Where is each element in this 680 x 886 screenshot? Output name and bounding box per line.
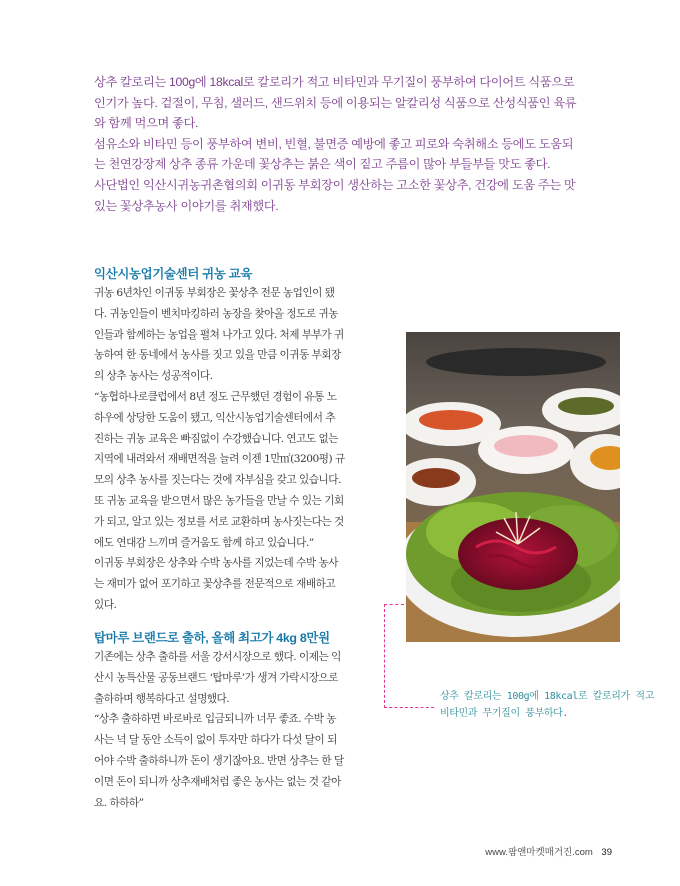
intro-line: 사단법인 익산시귀농귀촌협의회 이귀동 부회장이 생산하는 고소한 꽃상추, 건강에 도움 주는 맛 — [94, 177, 576, 192]
body-line: 있다. — [94, 598, 117, 611]
page-footer — [485, 844, 612, 858]
footer-site: www.팜앤마켓매거진.com — [485, 847, 593, 858]
body-line: 이귀동 부회장은 상추와 수박 농사를 지었는데 수박 농사 — [94, 557, 338, 570]
body-line: 의 상추 농사는 성공적이다. — [94, 370, 213, 383]
body-line: 또 귀농 교육을 받으면서 많은 농가들을 만날 수 있는 기회 — [94, 494, 344, 507]
page-number: 39 — [601, 847, 612, 858]
body-line: “상추 출하하면 바로바로 입금되니까 너무 좋죠. 수박 농 — [94, 713, 336, 726]
body-line: 기존에는 상추 출하를 서울 강서시장으로 했다. 이제는 익 — [94, 651, 341, 663]
intro-line: 섬유소와 비타민 등이 풍부하여 변비, 빈혈, 불면증 예방에 좋고 피로와 숙취해소 등에도 도움되 — [94, 136, 574, 151]
body-line: 모의 상추 농사를 짓는다는 것에 자부심을 갖고 있습니다. — [94, 474, 341, 487]
intro-paragraph — [94, 72, 594, 216]
section-body-education — [94, 283, 376, 616]
photo-illustration — [406, 332, 620, 642]
intro-line: 는 천연강장제 상추 종류 가운데 꽃상추는 붉은 색이 짙고 주름이 많아 부들부들 맛도 좋다. — [94, 157, 551, 172]
lettuce-beef-photo — [406, 332, 620, 642]
intro-line: 상추 칼로리는 100g에 18kcal로 칼로리가 적고 비타민과 무기질이 풍부하여 다이어트 식품으로 — [94, 75, 575, 89]
body-line: 사는 넉 달 동안 소득이 없이 투자만 하다가 다섯 달이 되 — [94, 734, 337, 747]
caption-leader-vertical — [384, 604, 385, 708]
intro-line: 있는 꽃상추농사 이야기를 취재했다. — [94, 198, 279, 213]
body-line: 이면 돈이 되니까 상추재배처럼 좋은 농사는 없는 것 같아 — [94, 775, 341, 788]
body-line: 하우에 상당한 도움이 됐고, 익산시농업기술센터에서 추 — [94, 411, 336, 424]
body-line: 귀농 6년차인 이귀동 부회장은 꽃상추 전문 농업인이 됐 — [94, 287, 335, 299]
body-line: 산시 농특산물 공동브랜드 ‘탑마루’가 생겨 가락시장으로 — [94, 671, 338, 684]
body-line: 요. 하하하” — [94, 796, 144, 809]
caption-line: 비타민과 무기질이 풍부하다. — [440, 708, 568, 719]
section-heading-education: 익산시농업기술센터 귀농 교육 — [94, 267, 252, 281]
caption-leader-bottom — [384, 707, 434, 708]
section-body-brand — [94, 647, 376, 813]
body-line: 가 되고, 알고 있는 정보를 서로 교환하며 농사짓는다는 것 — [94, 515, 344, 528]
body-line: 어야 수박 출하하니까 돈이 생기잖아요. 반면 상추는 한 달 — [94, 754, 344, 767]
body-line: 인들과 함께하는 농업을 펼쳐 나가고 있다. 처제 부부가 귀 — [94, 328, 344, 341]
body-line: 농하여 한 동네에서 농사를 짓고 있을 만큼 이귀동 부회장 — [94, 349, 341, 362]
body-line: 에도 연대감 느끼며 즐거움도 함께 하고 있습니다.” — [94, 536, 314, 549]
body-line: 는 재미가 없어 포기하고 꽃상추를 전문적으로 재배하고 — [94, 578, 336, 591]
body-line: “농협하나로클럽에서 8년 정도 근무했던 경험이 유통 노 — [94, 390, 337, 403]
intro-line: 와 함께 먹으며 좋다. — [94, 116, 199, 131]
body-line: 지역에 내려와서 재배면적을 늘려 이젠 1만㎡(3200평) 규 — [94, 453, 345, 466]
body-line: 다. 귀농인들이 벤치마킹하러 농장을 찾아올 정도로 귀농 — [94, 307, 338, 320]
section-heading-brand: 탑마루 브랜드로 출하, 올해 최고가 4kg 8만원 — [94, 631, 330, 645]
body-line: 진하는 귀농 교육은 빠짐없이 수강했습니다. 연고도 없는 — [94, 432, 338, 445]
caption-leader-top — [384, 604, 404, 605]
caption-line: 상추 칼로리는 100g에 18kcal로 칼로리가 적고 — [440, 691, 654, 702]
photo-caption — [440, 688, 660, 722]
body-line: 출하하며 행복하다고 설명했다. — [94, 692, 230, 705]
intro-line: 인기가 높다. 겉절이, 무침, 샐러드, 샌드위치 등에 이용되는 알칼리성 식품으로 산성식품인 육류 — [94, 95, 577, 110]
